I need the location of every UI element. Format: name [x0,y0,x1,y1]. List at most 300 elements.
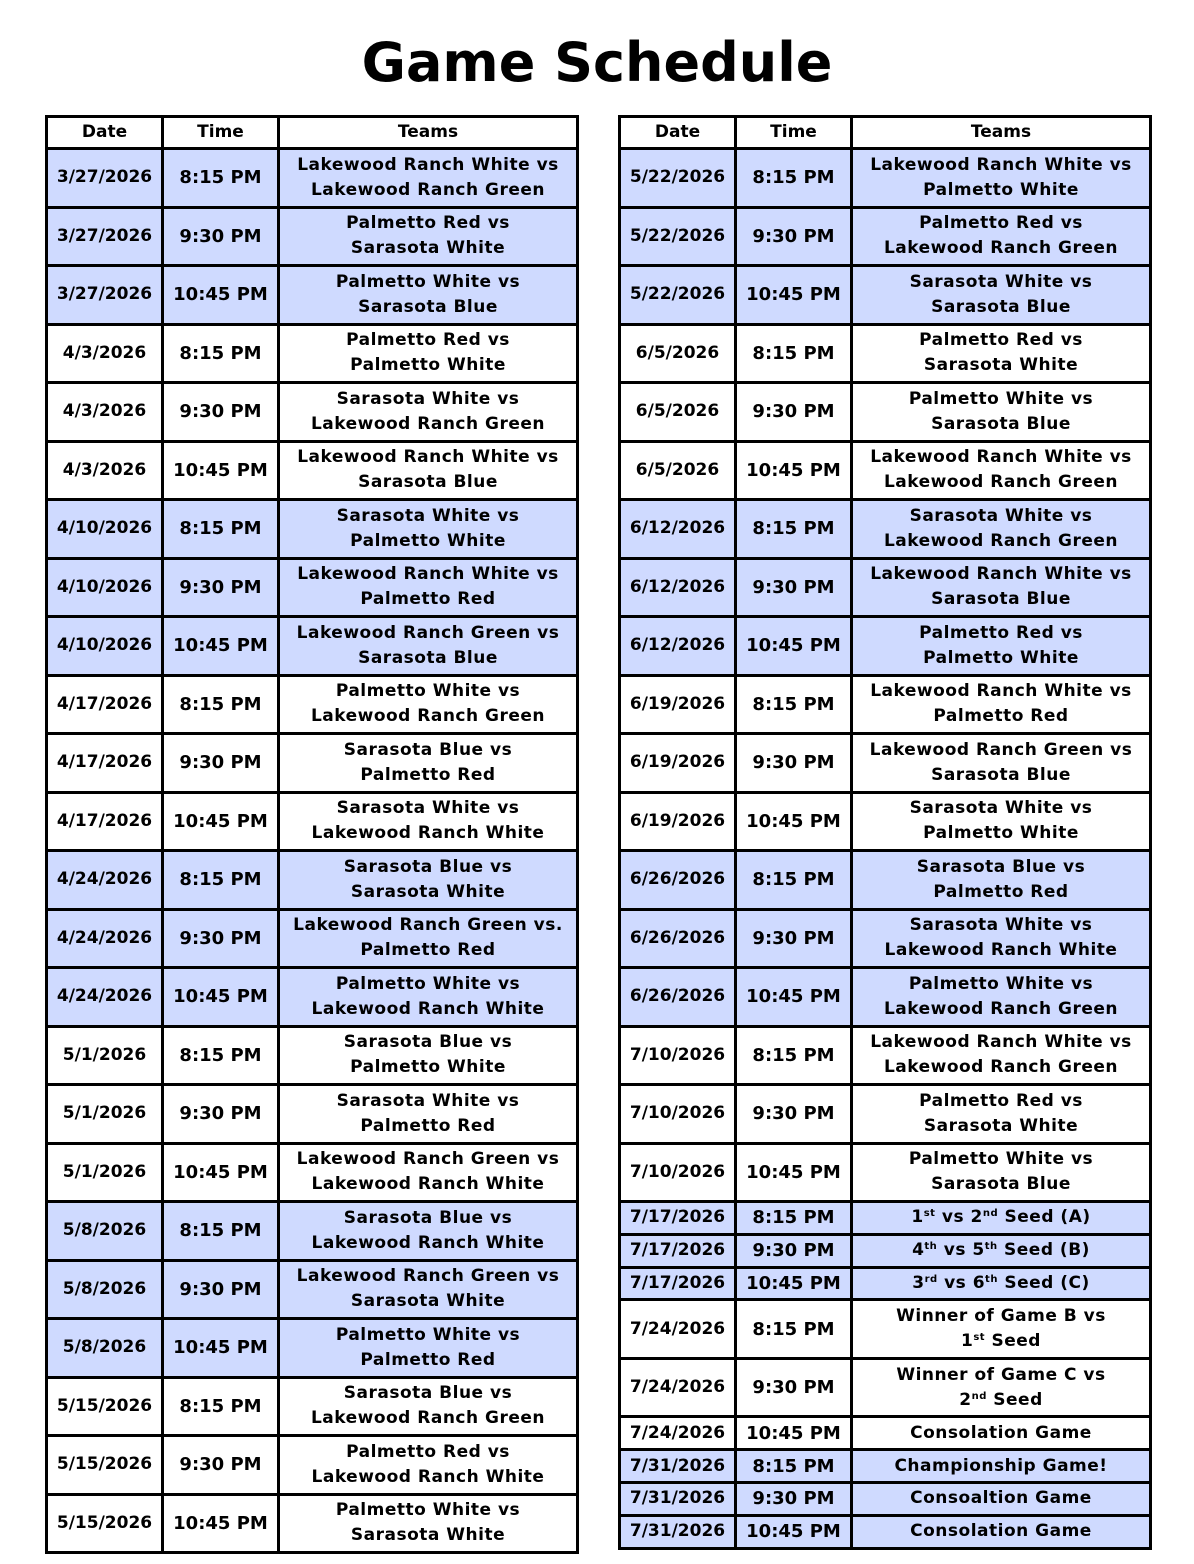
team-line-1: Palmetto Red vs [919,1090,1083,1111]
table-row [620,383,1151,442]
game-time: 9:30 PM [736,1234,852,1267]
team-line-2: Sarasota Blue [931,296,1071,317]
game-date: 5/22/2026 [620,207,736,266]
game-time: 8:15 PM [736,1300,852,1359]
game-time: 8:15 PM [163,851,279,910]
team-line-1: Lakewood Ranch Green vs [869,739,1133,760]
table-row [620,1202,1151,1235]
game-date: 6/26/2026 [620,909,736,968]
table-row [47,1377,578,1436]
team-line-1: Sarasota Blue vs [343,739,513,760]
table-row [620,1026,1151,1085]
team-line-2: Sarasota White [350,1525,506,1546]
seed-versus: vs [943,1240,966,1261]
team-line-2: Sarasota White [350,881,506,902]
game-teams [279,851,578,910]
team-line-1: Lakewood Ranch White vs [297,564,559,585]
game-teams [852,617,1151,676]
game-date: 5/8/2026 [47,1260,163,1319]
team-line-1: Palmetto White vs [335,1324,521,1345]
game-teams [279,734,578,793]
game-date: 6/19/2026 [620,675,736,734]
game-time: 9:30 PM [736,734,852,793]
team-line-1: Sarasota White vs [336,798,520,819]
game-teams [279,441,578,500]
game-date: 7/24/2026 [620,1300,736,1359]
game-date: 5/15/2026 [47,1377,163,1436]
team-line-2: Palmetto Red [360,1349,496,1370]
schedule-table-left [45,115,579,1554]
team-line-1: Sarasota White vs [336,505,520,526]
table-row [620,149,1151,208]
team-line-1: Lakewood Ranch White vs [870,447,1132,468]
table-row [47,675,578,734]
team-line-2: Lakewood Ranch Green [883,238,1119,259]
team-line-1: Sarasota Blue vs [343,1032,513,1053]
team-line-1: Sarasota Blue vs [343,856,513,877]
game-time: 9:30 PM [163,909,279,968]
game-date: 4/17/2026 [47,675,163,734]
game-teams [852,207,1151,266]
game-time: 10:45 PM [736,1417,852,1450]
team-line-1: Sarasota Blue vs [343,1207,513,1228]
game-time: 8:15 PM [736,675,852,734]
game-teams [279,1319,578,1378]
game-date: 5/1/2026 [47,1085,163,1144]
team-line-2: Sarasota Blue [358,647,498,668]
game-date: 6/12/2026 [620,558,736,617]
table-row [620,1515,1151,1548]
game-time: 8:15 PM [163,1202,279,1261]
game-date: 4/10/2026 [47,617,163,676]
seed-number: 3 [912,1272,925,1293]
team-line-2: Lakewood Ranch Green [310,706,546,727]
game-teams [852,383,1151,442]
table-header-row [47,117,578,149]
game-date: 5/1/2026 [47,1143,163,1202]
game-time: 8:15 PM [736,851,852,910]
table-row [47,441,578,500]
game-teams [279,149,578,208]
game-time: 9:30 PM [736,383,852,442]
table-row [47,1319,578,1378]
game-date: 5/1/2026 [47,1026,163,1085]
seed-label: Seed (C) [1004,1272,1090,1293]
game-time: 8:15 PM [736,149,852,208]
team-line-2: Palmetto Red [360,764,496,785]
game-time: 10:45 PM [736,1267,852,1300]
team-line-2: Lakewood Ranch White [311,1466,545,1487]
game-time: 10:45 PM [736,1515,852,1548]
team-line-2: Palmetto Red [360,1115,496,1136]
table-row [620,558,1151,617]
team-line-2: Palmetto White [350,530,506,551]
team-line-2: Sarasota White [350,1291,506,1312]
team-line-1: Sarasota Blue vs [343,1383,513,1404]
game-teams [852,1026,1151,1085]
table-row [620,266,1151,325]
team-line-1: Lakewood Ranch Green vs. [293,915,563,936]
table-row [47,149,578,208]
game-teams [279,558,578,617]
game-teams [852,968,1151,1027]
team-line-1: Sarasota White vs [909,271,1093,292]
table-row [47,734,578,793]
team-line-2: Sarasota Blue [358,472,498,493]
game-time: 10:45 PM [163,792,279,851]
seed-suffix: rd [924,1273,938,1285]
seed-label: Seed [993,1389,1043,1410]
team-line-2: Lakewood Ranch White [884,940,1118,961]
seed-suffix: st [973,1332,986,1344]
team-line-2: Sarasota Blue [931,413,1071,434]
game-teams [279,1260,578,1319]
game-time: 8:15 PM [163,324,279,383]
table-row [620,675,1151,734]
team-line-1: Palmetto White vs [908,388,1094,409]
game-date: 6/26/2026 [620,968,736,1027]
game-teams [852,558,1151,617]
table-row [47,1143,578,1202]
table-row [47,1260,578,1319]
team-line-2: Lakewood Ranch White [311,998,545,1019]
game-time: 9:30 PM [736,207,852,266]
team-line-2: Palmetto White [350,1057,506,1078]
game-teams [279,1143,578,1202]
team-line-2: Palmetto White [923,823,1079,844]
table-row [47,500,578,559]
schedule-table-right [618,115,1152,1550]
game-time: 9:30 PM [163,207,279,266]
game-teams: Consoaltion Game [852,1482,1151,1515]
seed-number: 2 [970,1207,983,1228]
team-line-2: Lakewood Ranch Green [310,179,546,200]
game-time: 8:15 PM [163,1026,279,1085]
team-line-2: Sarasota Blue [358,296,498,317]
seed-number: 2 [959,1389,972,1410]
game-time: 9:30 PM [736,909,852,968]
game-teams [279,324,578,383]
game-time: 10:45 PM [163,1319,279,1378]
table-row [47,909,578,968]
game-time: 10:45 PM [736,441,852,500]
team-line-1: Palmetto White vs [908,1149,1094,1170]
team-line-1: Palmetto White vs [908,973,1094,994]
seed-number: 1 [961,1331,974,1352]
game-teams [279,266,578,325]
team-line-1: Lakewood Ranch White vs [870,154,1132,175]
game-teams [852,149,1151,208]
game-teams [852,851,1151,910]
team-line-1: Lakewood Ranch Green vs [296,1266,560,1287]
game-date: 6/19/2026 [620,792,736,851]
table-row [620,1417,1151,1450]
seed-suffix: th [985,1273,998,1285]
game-time: 10:45 PM [163,617,279,676]
teams-header: Teams [852,117,1151,149]
team-line-2: Lakewood Ranch Green [883,530,1119,551]
game-date: 4/3/2026 [47,324,163,383]
game-date: 7/17/2026 [620,1234,736,1267]
seed-suffix: st [923,1208,936,1220]
table-row [620,1358,1151,1417]
team-line-1: Palmetto White vs [335,973,521,994]
table-row [47,792,578,851]
seed-number: 6 [972,1272,986,1293]
game-date: 3/27/2026 [47,149,163,208]
team-line-1: Lakewood Ranch White vs [870,564,1132,585]
seed-suffix: th [984,1241,998,1253]
game-time: 10:45 PM [163,441,279,500]
table-row [620,207,1151,266]
game-teams: Consolation Game [852,1417,1151,1450]
team-line-1: Lakewood Ranch Green vs [296,1149,560,1170]
game-time: 9:30 PM [736,1358,852,1417]
table-row [47,383,578,442]
game-teams [279,792,578,851]
table-row [620,792,1151,851]
game-time: 8:15 PM [736,1202,852,1235]
game-date: 3/27/2026 [47,266,163,325]
game-teams [852,909,1151,968]
game-date: 7/17/2026 [620,1202,736,1235]
game-date: 7/31/2026 [620,1482,736,1515]
game-time: 9:30 PM [163,1260,279,1319]
game-date: 7/10/2026 [620,1143,736,1202]
table-row [620,1300,1151,1359]
game-teams [279,500,578,559]
game-date: 5/22/2026 [620,149,736,208]
game-time: 9:30 PM [163,558,279,617]
team-line-1: Sarasota Blue vs [916,856,1086,877]
seed-number: 5 [972,1240,985,1261]
game-teams [279,909,578,968]
date-header: Date [47,117,163,149]
game-teams [852,734,1151,793]
game-date: 4/17/2026 [47,734,163,793]
table-row [620,1085,1151,1144]
game-date: 4/3/2026 [47,383,163,442]
game-teams [852,1202,1151,1235]
date-header: Date [620,117,736,149]
game-teams [279,1377,578,1436]
team-line-2: Sarasota Blue [931,764,1071,785]
team-line-2: Sarasota White [923,355,1079,376]
game-date: 4/10/2026 [47,558,163,617]
game-teams [852,675,1151,734]
table-row [47,1026,578,1085]
table-row [47,1085,578,1144]
game-teams [279,1026,578,1085]
team-line-1: Palmetto Red vs [919,622,1083,643]
team-line-2: Sarasota White [350,238,506,259]
team-line-2: Lakewood Ranch Green [883,1057,1119,1078]
game-time: 10:45 PM [163,968,279,1027]
table-row [620,968,1151,1027]
game-time: 9:30 PM [163,734,279,793]
game-time: 9:30 PM [736,1085,852,1144]
table-row [47,617,578,676]
game-teams [279,1436,578,1495]
teams-header: Teams [279,117,578,149]
team-line-1: Sarasota White vs [336,388,520,409]
game-date: 5/8/2026 [47,1202,163,1261]
schedule-body-right [620,149,1151,1549]
game-time: 9:30 PM [163,1085,279,1144]
game-teams [852,1358,1151,1417]
table-row [47,968,578,1027]
game-date: 4/24/2026 [47,968,163,1027]
table-row [620,1267,1151,1300]
game-teams [852,324,1151,383]
game-time: 10:45 PM [163,266,279,325]
game-date: 7/31/2026 [620,1515,736,1548]
table-row [620,1450,1151,1483]
table-row [620,324,1151,383]
table-row [47,207,578,266]
team-line-2: Sarasota White [923,1115,1079,1136]
team-line-1: Palmetto Red vs [919,330,1083,351]
seed-versus: vs [944,1272,967,1293]
game-teams [852,1143,1151,1202]
table-row [47,1202,578,1261]
team-line-2: Palmetto White [923,179,1079,200]
game-teams [279,383,578,442]
table-row [620,500,1151,559]
team-line-1: Palmetto Red vs [346,1441,510,1462]
game-teams [852,792,1151,851]
table-row [620,734,1151,793]
table-row [620,851,1151,910]
table-header-row [620,117,1151,149]
table-row [620,617,1151,676]
page-title: Game Schedule [361,31,833,94]
team-line-2: Palmetto White [350,355,506,376]
seed-suffix: nd [982,1208,999,1220]
table-row [47,324,578,383]
game-teams: Championship Game! [852,1450,1151,1483]
game-date: 3/27/2026 [47,207,163,266]
table-row [620,441,1151,500]
game-teams [279,675,578,734]
team-line-1: Palmetto Red vs [346,213,510,234]
game-date: 7/10/2026 [620,1085,736,1144]
game-time: 10:45 PM [736,266,852,325]
team-line-2: Palmetto Red [933,881,1069,902]
game-time: 8:15 PM [163,149,279,208]
game-time: 10:45 PM [736,968,852,1027]
game-teams [852,500,1151,559]
game-time: 10:45 PM [163,1143,279,1202]
table-row [620,1234,1151,1267]
team-line-2: Lakewood Ranch Green [883,472,1119,493]
game-teams [279,207,578,266]
game-teams [279,1085,578,1144]
game-date: 6/26/2026 [620,851,736,910]
game-time: 8:15 PM [163,1377,279,1436]
table-row [47,266,578,325]
game-time: 9:30 PM [736,558,852,617]
game-teams [852,1234,1151,1267]
schedule-body-left [47,149,578,1553]
game-time: 9:30 PM [736,1482,852,1515]
game-date: 7/31/2026 [620,1450,736,1483]
team-line-2: Palmetto Red [360,940,496,961]
team-line-1: Sarasota White vs [909,798,1093,819]
seed-number: 1 [911,1207,924,1228]
game-teams [852,266,1151,325]
game-date: 6/5/2026 [620,324,736,383]
seed-label: Seed (A) [1004,1207,1091,1228]
team-line-1: Sarasota White vs [909,505,1093,526]
game-date: 6/19/2026 [620,734,736,793]
game-time: 8:15 PM [163,500,279,559]
team-line-1: Palmetto White vs [335,681,521,702]
team-line-1: Winner of Game C vs [896,1364,1106,1385]
seed-label: Seed (B) [1004,1240,1090,1261]
game-teams [852,1267,1151,1300]
game-time: 9:30 PM [163,383,279,442]
team-line-1: Palmetto White vs [335,271,521,292]
game-date: 4/17/2026 [47,792,163,851]
team-line-1: Sarasota White vs [336,1090,520,1111]
team-line-2: Lakewood Ranch Green [310,1408,546,1429]
seed-label: Seed [991,1331,1041,1352]
game-time: 10:45 PM [736,617,852,676]
table-row [47,1436,578,1495]
team-line-1: Lakewood Ranch Green vs [296,622,560,643]
game-date: 4/10/2026 [47,500,163,559]
game-date: 6/5/2026 [620,383,736,442]
team-line-2: Palmetto White [923,647,1079,668]
time-header: Time [163,117,279,149]
game-date: 5/15/2026 [47,1494,163,1553]
team-line-1: Lakewood Ranch White vs [870,681,1132,702]
table-row [47,1494,578,1553]
game-date: 4/24/2026 [47,909,163,968]
team-line-2: Sarasota Blue [931,1174,1071,1195]
game-time: 8:15 PM [736,500,852,559]
team-line-2: Lakewood Ranch White [311,823,545,844]
team-line-1: Lakewood Ranch White vs [297,154,559,175]
team-line-1: Palmetto White vs [335,1500,521,1521]
game-time: 10:45 PM [163,1494,279,1553]
team-line-1: Lakewood Ranch White vs [870,1032,1132,1053]
game-teams [279,617,578,676]
game-teams [279,968,578,1027]
team-line-1: Palmetto Red vs [346,330,510,351]
game-date: 6/12/2026 [620,617,736,676]
game-date: 7/17/2026 [620,1267,736,1300]
seed-versus: vs [941,1207,965,1228]
game-time: 8:15 PM [736,1026,852,1085]
team-line-2: Lakewood Ranch White [311,1232,545,1253]
game-date: 5/15/2026 [47,1436,163,1495]
table-row [620,1143,1151,1202]
team-line-2: Sarasota Blue [931,589,1071,610]
team-line-1: Palmetto Red vs [919,213,1083,234]
game-teams [852,1300,1151,1359]
team-line-2: Palmetto Red [933,706,1069,727]
game-date: 5/8/2026 [47,1319,163,1378]
team-line-2: Lakewood Ranch Green [883,998,1119,1019]
game-time: 9:30 PM [163,1436,279,1495]
game-date: 6/5/2026 [620,441,736,500]
game-date: 4/3/2026 [47,441,163,500]
time-header: Time [736,117,852,149]
game-teams [279,1494,578,1553]
game-time: 10:45 PM [736,1143,852,1202]
